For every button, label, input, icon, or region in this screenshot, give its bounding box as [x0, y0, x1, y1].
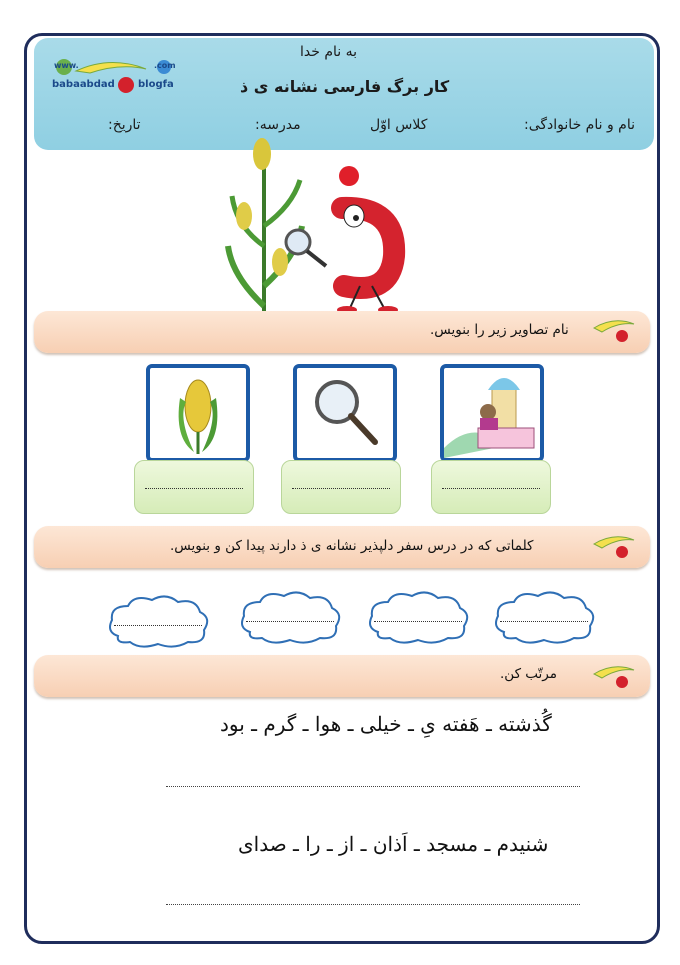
worksheet-title: کار برگ فارسی نشانه ی ذ — [240, 77, 450, 96]
answer-box-minaret[interactable] — [431, 460, 551, 514]
cloud-icon — [490, 588, 598, 646]
picture-corn — [146, 364, 250, 462]
scrambled-phrase-1: گُذشته ـ هَفته یِ ـ خیلی ـ هوا ـ گرم ـ بود — [220, 712, 552, 736]
instruction-arrange: مرتّب کن. — [500, 666, 557, 682]
answer-line — [500, 621, 588, 622]
cloud-icon — [236, 588, 344, 646]
bug-icon — [590, 530, 640, 560]
name-label: نام و نام خانوادگی: — [524, 117, 635, 133]
logo-www: www. — [54, 61, 79, 70]
bug-icon — [590, 660, 640, 690]
answer-box-magnifier[interactable] — [281, 460, 401, 514]
write-line-1[interactable] — [166, 786, 580, 787]
cloud-answer-3[interactable] — [364, 588, 472, 646]
cloud-icon — [104, 592, 212, 650]
logo-com: .com — [154, 61, 176, 70]
answer-line — [374, 621, 462, 622]
corn-icon — [228, 138, 302, 314]
answer-line — [292, 488, 390, 489]
corn-icon — [150, 368, 246, 458]
cloud-answer-4[interactable] — [490, 588, 598, 646]
answer-line — [114, 625, 202, 626]
cloud-answer-2[interactable] — [236, 588, 344, 646]
instruction-find-words: کلماتی که در درس سفر دلپذیر نشانه ی ذ دارند پیدا کن و بنویس. — [170, 538, 534, 554]
logo-text-left: babaabdad — [52, 79, 115, 90]
class-label: کلاس اوّل — [370, 117, 428, 133]
corn-plant-illustration — [222, 136, 412, 316]
answer-box-corn[interactable] — [134, 460, 254, 514]
magnifier-icon — [297, 368, 393, 458]
logo-text-right: blogfa — [138, 79, 174, 90]
site-logo — [50, 57, 180, 97]
write-line-2[interactable] — [166, 904, 580, 905]
picture-minaret — [440, 364, 544, 462]
scrambled-phrase-2: شنیدم ـ مسجد ـ اَذان ـ از ـ را ـ صدای — [238, 832, 549, 856]
letter-character-icon — [337, 166, 398, 314]
magnifier-icon — [286, 230, 326, 266]
bug-icon — [590, 314, 640, 344]
instruction-write-names: نام تصاویر زیر را بنویس. — [430, 322, 569, 338]
date-label: تاریخ: — [108, 117, 141, 133]
minaret-icon — [444, 368, 540, 458]
answer-line — [442, 488, 540, 489]
section-banner-arrange — [34, 655, 650, 697]
cloud-answer-1[interactable] — [104, 592, 212, 650]
answer-line — [246, 621, 334, 622]
cloud-icon — [364, 588, 472, 646]
school-label: مدرسه: — [255, 117, 301, 133]
picture-magnifier — [293, 364, 397, 462]
bismillah: به نام خدا — [300, 44, 358, 60]
answer-line — [145, 488, 243, 489]
